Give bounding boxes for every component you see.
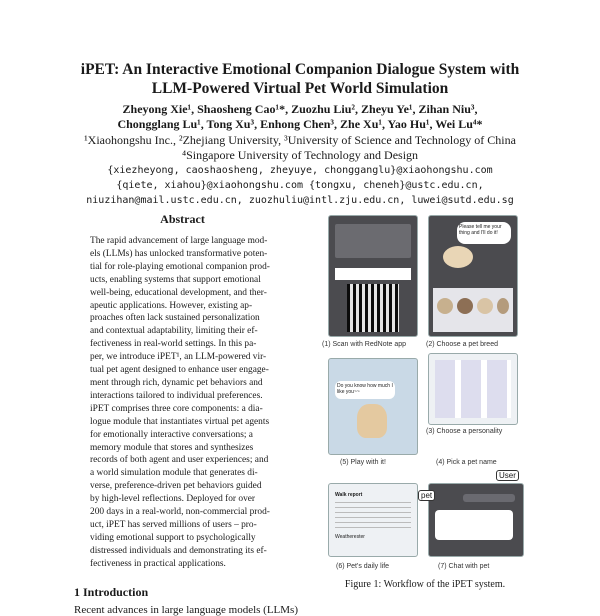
abstract-line: ucts, enabling systems that support emotional	[90, 274, 261, 285]
step-caption-3: (3) Choose a personality	[426, 428, 503, 435]
breed-option-icon[interactable]	[477, 298, 493, 314]
pet-icon	[357, 404, 387, 438]
abstract-line: els (LLMs) has unlocked transformative poten-	[90, 248, 268, 259]
screen-chat	[428, 483, 524, 557]
breed-grid	[433, 288, 513, 332]
abstract-line: a world simulation module that generates di-	[90, 468, 258, 479]
emails-line-1: {xiezheyong, caoshaosheng, zheyuye, chongganglu}@xiaohongshu.com	[107, 165, 493, 176]
qr-code-icon	[347, 284, 399, 332]
app-banner	[335, 224, 411, 258]
pet-tag: pet	[418, 490, 435, 501]
emails-line-2: {qiete, xiahou}@xiaohongshu.com {tongxu, cheneh}@ustc.edu.cn,	[116, 180, 484, 191]
abstract-line: ment through rich, dynamic pet behaviors and	[90, 377, 263, 388]
abstract-text	[90, 235, 275, 571]
workflow-figure	[318, 213, 530, 573]
abstract-line: tual pet agent designed to enhance user engage-	[90, 365, 269, 376]
user-tag: User	[496, 470, 519, 481]
abstract-line: apeutic applications. However, existing ap-	[90, 300, 253, 311]
step-caption-7: (7) Chat with pet	[438, 563, 490, 570]
abstract-line: interactions tailored to individual preferences.	[90, 390, 263, 401]
step-caption-6: (6) Pet's daily life	[336, 563, 390, 570]
personality-grid[interactable]	[435, 360, 511, 418]
step-caption-4: (4) Pick a pet name	[436, 459, 497, 466]
weatherester-label: Weatherester	[335, 534, 365, 540]
breed-option-icon[interactable]	[437, 298, 453, 314]
abstract-line: fectiveness in real-world settings. In this pa-	[90, 339, 257, 350]
figure-caption: Figure 1: Workflow of the iPET system.	[344, 579, 506, 590]
abstract-line: and contextual adaptability, limiting their ef-	[90, 326, 258, 337]
user-message	[463, 494, 515, 502]
abstract-line: iPET comprises three core components: a dia-	[90, 403, 263, 414]
abstract-line: well-being, educational development, and ther-	[90, 287, 267, 298]
walk-report-label: Walk report	[335, 492, 363, 498]
screen-breed	[428, 215, 518, 337]
step-caption-2: (2) Choose a pet breed	[426, 341, 498, 348]
abstract-line: verse, preference-driven pet behaviors guided	[90, 481, 262, 492]
screen-play	[328, 358, 418, 455]
step-caption-5: (5) Play with it!	[340, 459, 386, 466]
abstract-line: viding emotional support to psychologically	[90, 532, 256, 543]
abstract-line: per, we introduce iPET¹, an LLM-powered vir-	[90, 352, 267, 363]
abstract-line: logue module that instantiates virtual pet agents	[90, 416, 270, 427]
step-caption-1: (1) Scan with RedNote app	[322, 341, 407, 348]
abstract-line: 200 days in a real-world, non-commercial prod-	[90, 507, 270, 518]
paper-title-line-2: LLM-Powered Virtual Pet World Simulation	[151, 80, 449, 97]
paper-title-line-1: iPET: An Interactive Emotional Companion Dialogue System with	[80, 61, 520, 78]
screen-scan	[328, 215, 418, 337]
tool-row	[335, 268, 411, 280]
speech-bubble: Do you know how much I like you~~	[335, 381, 395, 399]
cat-icon	[443, 246, 473, 268]
abstract-line: proaches often lack sustained personalization	[90, 313, 260, 324]
breed-option-icon[interactable]	[457, 298, 473, 314]
abstract-line: by high-level reflections. Deployed for over	[90, 494, 256, 505]
abstract-line: memory module that stores and synthesizes	[90, 442, 254, 453]
pet-message	[435, 510, 513, 540]
breed-option-icon[interactable]	[497, 298, 509, 314]
affiliations-line-2: ⁴Singapore University of Technology and Design	[181, 148, 419, 162]
screen-daily-life	[328, 483, 418, 557]
abstract-line: distressed individuals and demonstrating its ef-	[90, 545, 267, 556]
authors-line-2: Chongglang Lu¹, Tong Xu³, Enhong Chen³, Zhe Xu¹, Yao Hu¹, Wei Lu⁴*	[117, 117, 483, 131]
abstract-line: uct, iPET has served millions of users – pro-	[90, 519, 257, 530]
abstract-line: records of both agent and user experiences; and	[90, 455, 269, 466]
body-text-line: Recent advances in large language models (LLMs)	[74, 604, 298, 616]
affiliations-line-1: ¹Xiaohongshu Inc., ²Zhejiang University, ³University of Science and Technology of China	[84, 133, 516, 147]
abstract-line: tial for role-playing emotional companion prod-	[90, 261, 270, 272]
abstract-line: The rapid advancement of large language mod-	[90, 236, 268, 246]
screen-personality	[428, 353, 518, 425]
abstract-line: fectiveness in practical applications.	[90, 558, 226, 569]
abstract-heading: Abstract	[160, 212, 205, 226]
authors-line-1: Zheyong Xie¹, Shaosheng Cao¹*, Zuozhu Liu², Zheyu Ye¹, Zihan Niu³,	[122, 102, 478, 116]
section-heading-introduction: 1 Introduction	[74, 585, 149, 599]
abstract-line: for emotionally interactive conversations; a	[90, 429, 253, 440]
emails-line-3: niuzihan@mail.ustc.edu.cn, zuozhuliu@intl.zju.edu.cn, luwei@sutd.edu.sg	[86, 195, 514, 206]
speech-bubble: Please tell me your thing and I'll do it!	[457, 222, 511, 244]
report-text	[335, 502, 411, 528]
